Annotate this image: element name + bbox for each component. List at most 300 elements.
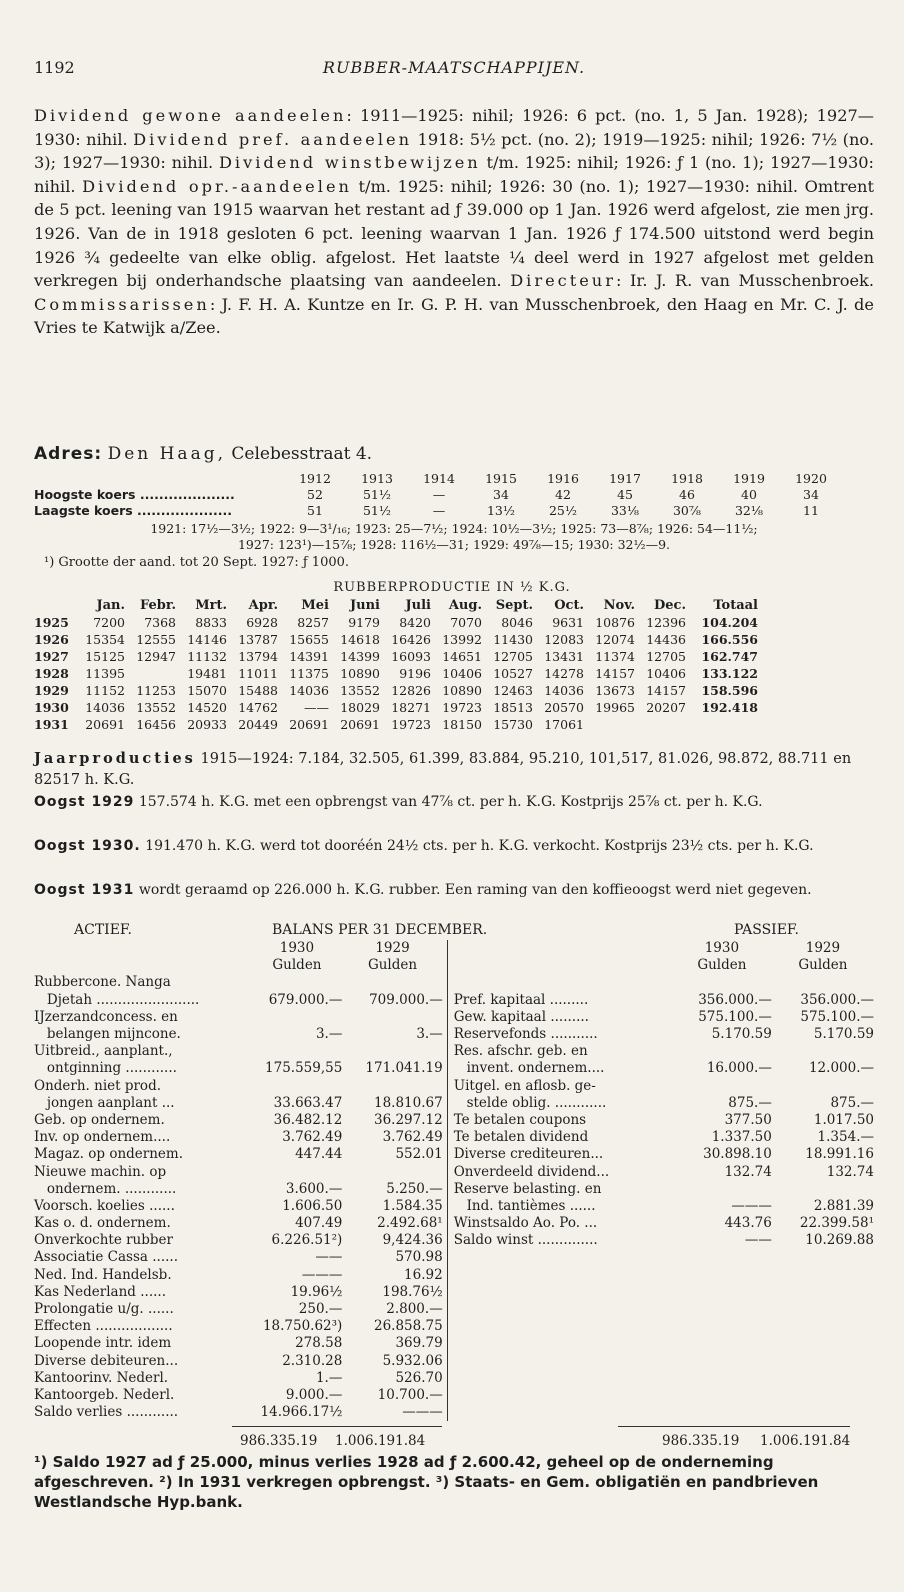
actief-desc: Kantoorgeb. Nederl. [34, 1386, 175, 1403]
passief-1929: 2.881.39 [813, 1197, 874, 1214]
actief-1929: 9,424.36 [342, 1232, 447, 1249]
rp-cell: 11395 [85, 666, 125, 681]
passief-1929: 18.991.16 [805, 1146, 874, 1163]
oogst-text: wordt geraamd op 226.000 h. K.G. rubber. Een raming van den koffieoogst werd niet gegeven. [134, 882, 812, 898]
actief-1929 [342, 1009, 447, 1026]
rp-cell: 14520 [187, 700, 227, 715]
actief-1930 [252, 1163, 343, 1180]
actief-1929 [342, 1163, 447, 1180]
balans-row [34, 1249, 874, 1266]
rp-total: 162.747 [701, 649, 758, 664]
actief-1930: 3.600.— [285, 1180, 343, 1197]
koers-value: 30⅞ [672, 502, 702, 518]
rp-month: Aug. [448, 598, 482, 613]
actief-1929: 16.92 [342, 1267, 447, 1284]
passief-desc [447, 1404, 672, 1421]
actief-1930: 250.— [298, 1301, 343, 1318]
actief-desc: Geb. op ondernem. [34, 1111, 165, 1128]
passief-desc [447, 1387, 672, 1404]
passief-desc: Pref. kapitaal ......... [453, 991, 589, 1008]
actief-1929: ——— [342, 1404, 447, 1421]
rp-cell: 19723 [442, 700, 482, 715]
passief-desc [447, 1318, 672, 1335]
actief-desc: Onverkochte rubber [34, 1232, 173, 1249]
page-number: 1192 [34, 58, 75, 77]
koers-value: 51½ [362, 486, 392, 502]
rp-cell: 11011 [238, 666, 278, 681]
actief-1929: 171.041.19 [342, 1060, 447, 1077]
rp-cell: 11375 [289, 666, 329, 681]
rp-cell: 18029 [340, 700, 380, 715]
rp-cell: 12396 [646, 615, 686, 630]
passief-1929 [772, 1370, 874, 1387]
passief-1929 [772, 1404, 874, 1421]
address-line [34, 444, 372, 464]
rp-cell: 14618 [340, 632, 380, 647]
rp-cell: 12826 [391, 683, 431, 698]
balans-row [34, 1301, 874, 1318]
col-unit: Gulden [697, 957, 747, 974]
koers-high-row [34, 486, 842, 502]
rp-cell: 12705 [646, 649, 686, 664]
actief-1929: 5.932.06 [342, 1353, 447, 1370]
rp-row [34, 614, 758, 631]
balans-row [34, 1284, 874, 1301]
balans-row [34, 1078, 874, 1095]
actief-desc: Kantoorinv. Nederl. [34, 1369, 169, 1386]
rp-cell: 13431 [544, 649, 584, 664]
rp-cell: 11430 [493, 632, 533, 647]
rp-cell: 12463 [493, 683, 533, 698]
rp-cell: 18271 [391, 700, 431, 715]
passief-1930 [672, 1267, 772, 1284]
koers-value: 51½ [362, 502, 392, 518]
balans-table [34, 940, 874, 1421]
balans-row [34, 1043, 874, 1060]
actief-desc: belangen mijncone. [34, 1026, 181, 1043]
rp-total: 158.596 [701, 683, 758, 698]
actief-1930: ——— [301, 1266, 343, 1283]
actief-desc: Kas o. d. ondernem. [34, 1215, 171, 1232]
passief-desc: Te betalen coupons [453, 1111, 587, 1128]
rp-month: Sept. [495, 598, 533, 613]
rp-year: 1925 [34, 615, 69, 630]
rp-cell: 8833 [195, 615, 227, 630]
koers-history-line-2: 1927: 123¹)—15⅞; 1928: 116½—31; 1929: 49⅞—15; 1930: 32½—9. [237, 537, 671, 552]
passief-1930 [672, 1335, 772, 1352]
passief-1929 [772, 974, 874, 991]
passief-desc [447, 1370, 672, 1387]
rp-row [34, 631, 758, 648]
passief-desc [447, 1249, 672, 1266]
actief-desc: Effecten .................. [34, 1318, 173, 1335]
rp-cell: 11253 [136, 683, 176, 698]
rp-total: 166.556 [701, 632, 758, 647]
rp-cell: 10406 [646, 666, 686, 681]
rp-header-row [34, 597, 758, 614]
passief-1930: 5.170.59 [711, 1026, 772, 1043]
actief-1929: 10.700.— [342, 1387, 447, 1404]
koers-value: 52 [307, 486, 323, 502]
passief-desc: Winstsaldo Ao. Po. ... [453, 1215, 598, 1232]
rp-cell: 16093 [391, 649, 431, 664]
passief-desc: Reserve belasting. en [453, 1180, 602, 1197]
passief-desc: Uitgel. en aflosb. ge- [453, 1077, 596, 1094]
actief-1930: 3.762.49 [282, 1129, 343, 1146]
balans-row [34, 1198, 874, 1215]
actief-desc: Nieuwe machin. op [34, 1163, 167, 1180]
balans-row [34, 1353, 874, 1370]
rp-year: 1929 [34, 683, 69, 698]
balans-blank [447, 957, 672, 974]
koers-value: 33⅛ [610, 502, 640, 518]
address-street: Celebesstraat 4. [226, 444, 373, 464]
rp-cell: 19723 [391, 717, 431, 732]
passief-desc: Res. afschr. geb. en [453, 1043, 588, 1060]
rp-cell: 20449 [238, 717, 278, 732]
rp-cell: 12947 [136, 649, 176, 664]
balans-blank [447, 940, 672, 957]
koers-low-label: Laagste koers .................... [34, 502, 232, 518]
balans-row [34, 974, 874, 991]
rp-row [34, 665, 758, 682]
passief-total-rule [618, 1426, 850, 1427]
oogst-1931 [34, 880, 874, 900]
footnotes: ¹) Saldo 1927 ad ƒ 25.000, minus verlies 1928 ad ƒ 2.600.42, geheel op de onderneming afgeschreven. ²) In 1931 verkregen opbrengst. ³) Staats- en Gem. obligatiën en pandbrieven Westlandsche Hyp.bank. [34, 1453, 819, 1511]
rp-cell: 20933 [187, 717, 227, 732]
jaarproducties [34, 748, 874, 791]
rp-cell: 13794 [238, 649, 278, 664]
rp-month: Juni [350, 598, 380, 613]
actief-1930 [252, 1043, 343, 1060]
passief-desc [447, 1335, 672, 1352]
balans-row [34, 1181, 874, 1198]
passief-1929: 5.170.59 [813, 1026, 874, 1043]
actief-1929: 526.70 [342, 1370, 447, 1387]
passief-1929 [772, 1267, 874, 1284]
koers-value: 32⅛ [734, 502, 764, 518]
actief-1930: 3.— [315, 1026, 343, 1043]
rp-month: Juli [405, 598, 431, 613]
actief-1930: 679.000.— [268, 991, 343, 1008]
actief-1929: 570.98 [342, 1249, 447, 1266]
rp-cell: —— [304, 700, 329, 715]
passief-1929: 12.000.— [808, 1060, 874, 1077]
col-unit: Gulden [272, 957, 322, 974]
actief-1930: 18.750.62³) [262, 1318, 343, 1335]
balans-heading [34, 922, 874, 942]
actief-1929: 18.810.67 [342, 1095, 447, 1112]
rp-month: Oct. [554, 598, 584, 613]
actief-1930: 1.606.50 [282, 1197, 343, 1214]
actief-1930: 14.966.17½ [260, 1404, 343, 1421]
actief-desc: ontginning ............ [34, 1060, 177, 1077]
passief-1929: 1.017.50 [813, 1111, 874, 1128]
col-year: 1929 [805, 940, 841, 957]
oogst-text: 157.574 h. K.G. met een opbrengst van 47⅞ ct. per h. K.G. Kostprijs 25⅞ ct. per h. K.G. [134, 794, 763, 810]
term-dividend-pref: Dividend pref. aandeelen [133, 129, 413, 149]
rp-cell: 9631 [552, 615, 584, 630]
oogst-1930 [34, 836, 874, 856]
rp-cell: 20691 [289, 717, 329, 732]
passief-total-1930: 986.335.19 [662, 1433, 740, 1449]
rp-cell: 12555 [136, 632, 176, 647]
koers-table [34, 470, 842, 518]
actief-1929: 2.492.68¹ [342, 1215, 447, 1232]
rp-year: 1928 [34, 666, 69, 681]
text-directeur: : Ir. J. R. van Musschenbroek. [615, 271, 874, 291]
rp-cell: 11132 [187, 649, 227, 664]
koers-value: — [432, 486, 446, 502]
rp-cell: 20570 [544, 700, 584, 715]
actief-1930 [252, 1078, 343, 1095]
rp-cell: 14399 [340, 649, 380, 664]
koers-low-row [34, 502, 842, 518]
passief-1930 [672, 1284, 772, 1301]
rp-cell: 12705 [493, 649, 533, 664]
actief-1930: 9.000.— [285, 1386, 343, 1403]
rp-cell: 14436 [646, 632, 686, 647]
passief-1930: 377.50 [724, 1111, 772, 1128]
koers-high-label: Hoogste koers .................... [34, 486, 235, 502]
rp-cell: 13992 [442, 632, 482, 647]
actief-total-1930: 986.335.19 [240, 1433, 318, 1449]
rp-cell: 20691 [85, 717, 125, 732]
col-unit: Gulden [798, 957, 848, 974]
col-unit: Gulden [342, 957, 447, 974]
balans-row [34, 1215, 874, 1232]
balans-row [34, 1318, 874, 1335]
actief-1930: —— [315, 1249, 343, 1266]
actief-total-1929: 1.006.191.84 [335, 1433, 426, 1449]
rp-cell: 15070 [187, 683, 227, 698]
balans-title: BALANS PER 31 DECEMBER. [272, 922, 488, 938]
passief-1929: 132.74 [826, 1163, 874, 1180]
rp-total: 133.122 [701, 666, 758, 681]
rp-cell: 15730 [493, 717, 533, 732]
actief-1929: 3.762.49 [342, 1129, 447, 1146]
balans-row [34, 1026, 874, 1043]
passief-1930 [672, 1043, 772, 1060]
koers-value: 34 [803, 486, 819, 502]
rp-cell: 14157 [646, 683, 686, 698]
passief-desc: Diverse crediteuren... [453, 1146, 604, 1163]
rp-cell: 16456 [136, 717, 176, 732]
actief-desc: Rubbercone. Nanga [34, 974, 171, 991]
oogst-1929 [34, 792, 874, 812]
passief-1929 [772, 1043, 874, 1060]
actief-1929: 36.297.12 [342, 1112, 447, 1129]
passief-1930 [672, 1318, 772, 1335]
passief-desc: invent. ondernem.... [453, 1060, 605, 1077]
passief-1930 [672, 1249, 772, 1266]
passief-desc: Reservefonds ........... [453, 1026, 598, 1043]
actief-desc: Djetah ........................ [34, 991, 200, 1008]
koers-value: 42 [555, 486, 571, 502]
rp-cell: 11152 [85, 683, 125, 698]
rp-year: 1926 [34, 632, 69, 647]
balans-row [34, 1404, 874, 1421]
rubberproductie-title: RUBBERPRODUCTIE IN ½ K.G. [333, 580, 571, 595]
koers-value: 51 [307, 502, 323, 518]
rp-row [34, 699, 758, 716]
rp-cell: 20207 [646, 700, 686, 715]
rp-cell: 14146 [187, 632, 227, 647]
rp-cell: 7368 [144, 615, 176, 630]
passief-1930: 1.337.50 [711, 1129, 772, 1146]
actief-desc: Inv. op ondernem.... [34, 1129, 171, 1146]
koers-year: 1918 [671, 470, 703, 486]
actief-desc: Prolongatie u/g. ...... [34, 1301, 174, 1318]
actief-1930: 175.559,55 [265, 1060, 343, 1077]
passief-desc: Ind. tantièmes ...... [453, 1197, 596, 1214]
passief-1930: 356.000.— [698, 991, 772, 1008]
rp-cell: 16426 [391, 632, 431, 647]
balans-row [34, 1387, 874, 1404]
rp-cell: 13787 [238, 632, 278, 647]
passief-1930: 30.898.10 [703, 1146, 772, 1163]
rp-cell: 8257 [297, 615, 329, 630]
actief-desc: Associatie Cassa ...... [34, 1249, 179, 1266]
actief-1930: 1.— [315, 1369, 343, 1386]
actief-desc: IJzerzandconcess. en [34, 1008, 178, 1025]
koers-years-row [34, 470, 842, 486]
col-year: 1929 [342, 940, 447, 957]
actief-desc: Uitbreid., aanplant., [34, 1043, 173, 1060]
passief-desc [447, 974, 672, 991]
term-commissarissen: Commissarissen [34, 294, 210, 314]
passief-1930: —— [744, 1232, 772, 1249]
rp-cell: 14036 [544, 683, 584, 698]
rp-cell: 15655 [289, 632, 329, 647]
koers-value: 34 [493, 486, 509, 502]
koers-year: 1912 [299, 470, 331, 486]
balans-row [34, 1095, 874, 1112]
rp-cell: 20691 [340, 717, 380, 732]
passief-1930 [672, 974, 772, 991]
col-year: 1930 [279, 940, 315, 957]
actief-desc: ondernem. ............ [34, 1180, 177, 1197]
rp-month: Nov. [603, 598, 635, 613]
rp-month: Mrt. [195, 598, 227, 613]
actief-1929: 198.76½ [342, 1284, 447, 1301]
passief-desc: Onverdeeld dividend... [453, 1163, 610, 1180]
rp-cell: 15125 [85, 649, 125, 664]
actief-1929: 26.858.75 [342, 1318, 447, 1335]
rp-cell: 8420 [399, 615, 431, 630]
term-dividend-opr: Dividend opr.-aandeelen [82, 176, 352, 196]
rp-cell: 14651 [442, 649, 482, 664]
rp-cell: 10527 [493, 666, 533, 681]
rp-cell: 10406 [442, 666, 482, 681]
koers-corner [34, 470, 284, 486]
passief-1930: 132.74 [724, 1163, 772, 1180]
actief-desc: jongen aanplant ... [34, 1094, 175, 1111]
actief-desc: Magaz. op ondernem. [34, 1146, 184, 1163]
passief-1929 [772, 1387, 874, 1404]
rp-cell [125, 665, 176, 682]
rp-cell: 7070 [450, 615, 482, 630]
term-dividend-gewone: Dividend gewone aandeelen [34, 106, 347, 125]
rp-cell: 11374 [595, 649, 635, 664]
koers-year: 1914 [423, 470, 455, 486]
address-label: Adres: [34, 444, 103, 464]
actief-1929: 369.79 [342, 1335, 447, 1352]
rp-row [34, 682, 758, 699]
term-directeur: Directeur [510, 271, 616, 291]
rp-cell: 13552 [340, 683, 380, 698]
passief-1929 [772, 1301, 874, 1318]
actief-desc: Onderh. niet prod. [34, 1077, 161, 1094]
rp-cell: 10876 [595, 615, 635, 630]
passief-desc: Te betalen dividend [453, 1129, 589, 1146]
rp-cell: 12083 [544, 632, 584, 647]
rp-total: 104.204 [701, 615, 758, 630]
actief-1930: 19.96½ [290, 1283, 343, 1300]
rp-cell: 14036 [289, 683, 329, 698]
actief-1930: 36.482.12 [273, 1111, 343, 1128]
rp-total-header: Totaal [713, 598, 758, 613]
passief-1930: 443.76 [724, 1215, 772, 1232]
actief-1930 [252, 1009, 343, 1026]
koers-value: — [432, 502, 446, 518]
rp-cell: 13552 [136, 700, 176, 715]
passief-label: PASSIEF. [734, 922, 799, 938]
actief-1929: 552.01 [342, 1146, 447, 1163]
page-header [34, 58, 874, 88]
dividend-paragraph [34, 104, 874, 340]
text-dividend-winstbewijzen: t/m. 1925: nihil; 1926: ƒ 1 (no. 1); 1927—1930: nihil. [34, 153, 874, 196]
running-title: RUBBER-MAATSCHAPPIJEN. [322, 58, 586, 77]
passief-1929 [772, 1284, 874, 1301]
passief-desc: Gew. kapitaal ......... [453, 1008, 589, 1025]
koers-value: 40 [741, 486, 757, 502]
balans-row [34, 1232, 874, 1249]
rp-cell: 17061 [544, 717, 584, 732]
passief-1929 [772, 1335, 874, 1352]
rp-cell: 18150 [442, 717, 482, 732]
passief-1929: 356.000.— [800, 991, 874, 1008]
koers-footnote: ¹) Grootte der aand. tot 20 Sept. 1927: ƒ 1000. [44, 555, 350, 570]
actief-1929 [342, 1043, 447, 1060]
passief-total-1929: 1.006.191.84 [760, 1433, 851, 1449]
balans-unit-row [34, 957, 874, 974]
passief-1929 [772, 1181, 874, 1198]
balans-row [34, 1146, 874, 1163]
actief-1929: 1.584.35 [342, 1198, 447, 1215]
koers-year: 1919 [733, 470, 765, 486]
actief-total-rule [232, 1426, 442, 1427]
rp-cell: 12074 [595, 632, 635, 647]
passief-desc [447, 1353, 672, 1370]
actief-1930: 278.58 [295, 1335, 343, 1352]
balans-row [34, 1163, 874, 1180]
passief-1929 [772, 1078, 874, 1095]
passief-1929 [772, 1318, 874, 1335]
passief-1930: 16.000.— [706, 1060, 772, 1077]
passief-1929: 10.269.88 [805, 1232, 874, 1249]
actief-1929: 2.800.— [342, 1301, 447, 1318]
passief-1929: 1.354.— [817, 1129, 874, 1146]
oogst-label: Oogst 1931 [34, 882, 135, 898]
passief-desc: Saldo winst .............. [453, 1232, 598, 1249]
rp-cell: 15488 [238, 683, 278, 698]
actief-1929: 3.— [342, 1026, 447, 1043]
actief-desc: Loopende intr. idem [34, 1335, 172, 1352]
rp-cell [635, 716, 686, 733]
rp-cell: 19965 [595, 700, 635, 715]
actief-1929: 709.000.— [342, 992, 447, 1009]
